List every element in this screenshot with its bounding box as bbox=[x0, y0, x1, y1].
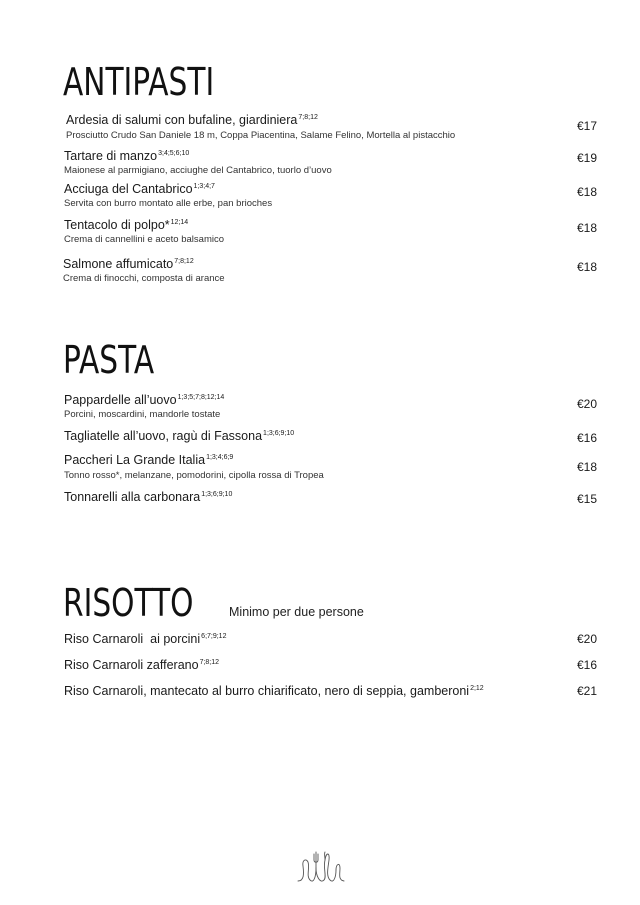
item-description: Prosciutto Crudo San Daniele 18 m, Coppa Piacentina, Salame Felino, Mortella al pistacchio bbox=[66, 130, 456, 141]
item-name: Tentacolo di polpo*$^{12;14}$ bbox=[64, 218, 189, 232]
item-price: €20 bbox=[576, 397, 597, 411]
item-name: Riso Carnaroli zafferano$^{7;8;12}$ bbox=[64, 658, 220, 672]
item-price: €21 bbox=[576, 684, 597, 698]
item-price: €15 bbox=[576, 492, 597, 506]
item-price: €18 bbox=[576, 221, 597, 235]
allergen-codes: 1;3;4;6;9 bbox=[206, 453, 234, 461]
item-name: Tagliatelle all’uovo, ragù di Fassona$^{1;3;6;9;10}$ bbox=[64, 429, 295, 443]
section-subtitle: Minimo per due persone bbox=[229, 605, 364, 619]
allergen-codes: 12;14 bbox=[170, 218, 189, 226]
allergen-codes: 7;8;12 bbox=[298, 113, 318, 121]
item-description: Crema di finocchi, composta di arance bbox=[63, 273, 225, 284]
item-price: €18 bbox=[576, 460, 597, 474]
item-description: Crema di cannellini e aceto balsamico bbox=[64, 234, 224, 245]
cutlery-logo-icon bbox=[296, 846, 346, 886]
item-price: €18 bbox=[576, 185, 597, 199]
item-description: Maionese al parmigiano, acciughe del Cantabrico, tuorlo d’uovo bbox=[64, 165, 332, 176]
allergen-codes: 7;8;12 bbox=[199, 658, 220, 666]
item-name: Riso Carnaroli ai porcini$^{6;7;9;12}$ bbox=[64, 632, 227, 646]
item-name: Tonnarelli alla carbonara$^{1;3;6;9;10}$ bbox=[64, 490, 233, 504]
item-name: Paccheri La Grande Italia$^{1;3;4;6;9}$ bbox=[64, 453, 234, 467]
item-description: Servita con burro montato alle erbe, pan brioches bbox=[64, 198, 273, 209]
item-name: Tartare di manzo$^{3;4;5;6;10}$ bbox=[64, 149, 190, 163]
allergen-codes: 1;3;6;9;10 bbox=[201, 490, 233, 498]
item-price: €17 bbox=[576, 119, 597, 133]
allergen-codes: 1;3;6;9;10 bbox=[263, 429, 295, 437]
item-price: €20 bbox=[576, 632, 597, 646]
item-price: €16 bbox=[576, 431, 597, 445]
section-title: RISOTTO bbox=[63, 581, 194, 625]
allergen-codes: 2;12 bbox=[470, 684, 484, 692]
item-price: €18 bbox=[576, 260, 597, 274]
item-price: €16 bbox=[576, 658, 597, 672]
section-title: ANTIPASTI bbox=[63, 60, 215, 104]
allergen-codes: 7;8;12 bbox=[174, 257, 194, 265]
item-name: Acciuga del Cantabrico$^{1;3;4;7}$ bbox=[64, 182, 215, 196]
allergen-codes: 1;3;4;7 bbox=[193, 182, 215, 190]
item-name: Riso Carnaroli, mantecato al burro chiarificato, nero di seppia, gamberoni$^{2;12}$ bbox=[64, 684, 484, 698]
item-description: Porcini, moscardini, mandorle tostate bbox=[64, 409, 221, 420]
item-description: Tonno rosso*, melanzane, pomodorini, cipolla rossa di Tropea bbox=[64, 470, 324, 481]
item-name: Pappardelle all’uovo$^{1;3;5;7;8;12;14}$ bbox=[64, 393, 225, 407]
item-price: €19 bbox=[576, 151, 597, 165]
item-name: Ardesia di salumi con bufaline, giardiniera$^{7;8;12}$ bbox=[66, 113, 318, 127]
item-name: Salmone affumicato$^{7;8;12}$ bbox=[63, 257, 194, 271]
section-title: PASTA bbox=[63, 338, 155, 382]
allergen-codes: 3;4;5;6;10 bbox=[158, 149, 190, 157]
allergen-codes: 6;7;9;12 bbox=[201, 632, 227, 640]
allergen-codes: 1;3;5;7;8;12;14 bbox=[177, 393, 225, 401]
